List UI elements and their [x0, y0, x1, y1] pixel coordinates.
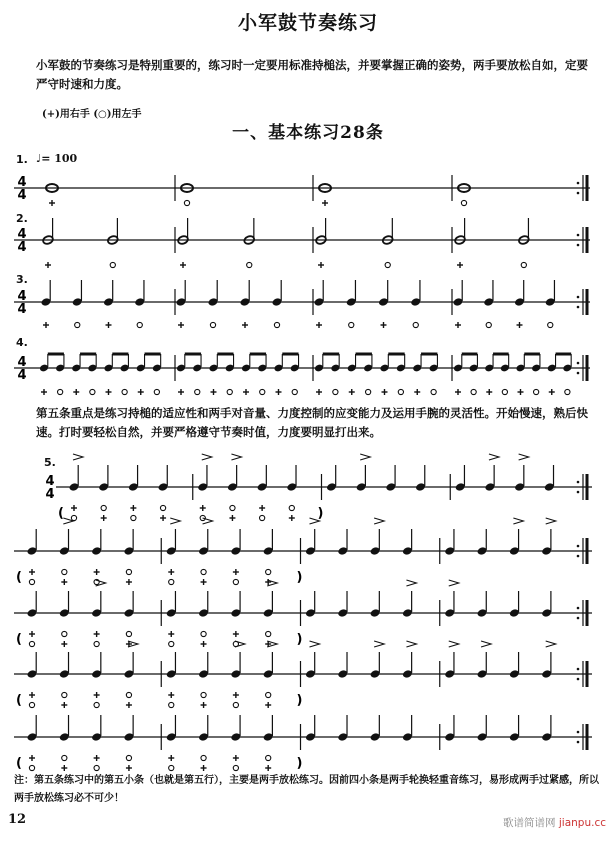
accent-mark [513, 518, 523, 524]
left-hand-mark [201, 692, 206, 697]
intro-paragraph: 小军鼓的节奏练习是特别重要的，练习时一定要用标准持槌法，并要掌握正确的姿势，两手要放松自如，定要严守时速和力度。 [36, 58, 588, 91]
left-hand-mark [62, 755, 67, 760]
exercise-number-1: 1. [16, 153, 28, 166]
left-hand-mark [398, 389, 403, 394]
left-hand-mark [169, 641, 174, 646]
left-hand-mark [233, 702, 238, 707]
repeat-dot [577, 372, 580, 375]
left-hand-mark [565, 389, 570, 394]
left-hand-mark [266, 692, 271, 697]
left-hand-mark [126, 631, 131, 636]
barlines [161, 175, 587, 750]
page-number: 12 [8, 812, 27, 827]
left-hand-mark [227, 389, 232, 394]
time-signature-top: 4 [17, 355, 27, 370]
left-hand-mark [385, 262, 390, 267]
repeat-dot [577, 731, 580, 734]
left-hand-mark [534, 389, 539, 394]
left-hand-mark [289, 505, 294, 510]
repeat-dot [577, 617, 580, 620]
left-hand-mark [122, 389, 127, 394]
time-signature-top: 4 [17, 289, 27, 304]
left-hand-mark [154, 389, 159, 394]
accent-mark [73, 454, 83, 460]
accent-mark [203, 518, 213, 524]
left-hand-mark [266, 755, 271, 760]
repeat-dot [577, 362, 580, 365]
exercise-number-3: 3. [16, 273, 28, 286]
bracket-open: ( [16, 632, 22, 647]
left-hand-mark [62, 569, 67, 574]
left-hand-mark [75, 322, 80, 327]
accent-mark [360, 454, 370, 460]
left-hand-mark [71, 515, 76, 520]
left-hand-mark [201, 569, 206, 574]
left-hand-mark [266, 631, 271, 636]
left-hand-mark [521, 262, 526, 267]
left-hand-mark [230, 505, 235, 510]
repeat-dot [577, 306, 580, 309]
exercise-number-2: 2. [16, 212, 28, 225]
accent-mark [374, 641, 384, 647]
accent-mark [449, 580, 459, 586]
repeat-dot [577, 481, 580, 484]
repeat-dot [577, 555, 580, 558]
exercise5-note-paragraph: 第五条重点是练习持槌的适应性和两手对音量、力度控制的应变能力及运用手腕的灵活性。开始慢速，熟后快速。打时要轻松自然，并要严格遵守节奏时值，力度要明显打出来。 [36, 406, 588, 439]
repeat-dot [577, 192, 580, 195]
repeat-dot [577, 296, 580, 299]
repeat-dot [577, 607, 580, 610]
watermark [503, 815, 606, 830]
accent-mark [231, 454, 241, 460]
left-hand-mark [260, 515, 265, 520]
accent-mark [546, 641, 556, 647]
left-hand-mark [94, 702, 99, 707]
section-title: 一、基本练习28条 [232, 123, 384, 143]
left-hand-mark [413, 322, 418, 327]
left-hand-mark [266, 569, 271, 574]
bracket-open: ( [16, 756, 22, 771]
repeat-dot [577, 545, 580, 548]
watermark-url: jianpu.cc [558, 817, 606, 829]
left-hand-mark [195, 389, 200, 394]
bracket-close: ) [296, 756, 303, 771]
time-signature-bottom: 4 [17, 368, 27, 383]
left-hand-mark [210, 322, 215, 327]
time-signature-top: 4 [17, 175, 27, 190]
notes [27, 184, 573, 742]
repeat-dot [577, 741, 580, 744]
left-hand-mark [486, 322, 491, 327]
accent-mark [481, 641, 491, 647]
bracket-close: ) [296, 632, 303, 647]
accent-mark [374, 518, 384, 524]
left-hand-mark [548, 322, 553, 327]
accent-mark [449, 641, 459, 647]
left-hand-mark [169, 579, 174, 584]
repeat-dot [577, 678, 580, 681]
accent-mark [235, 641, 245, 647]
accent-mark [406, 641, 416, 647]
accent-mark [519, 454, 529, 460]
left-hand-mark [366, 389, 371, 394]
left-hand-mark [126, 692, 131, 697]
left-hand-mark [94, 765, 99, 770]
accent-mark [489, 454, 499, 460]
left-hand-mark [160, 505, 165, 510]
accent-mark [202, 454, 212, 460]
tempo-mark: ♩= 100 [36, 152, 78, 165]
left-hand-mark [349, 322, 354, 327]
exercise-number-4: 4. [16, 336, 28, 349]
left-hand-mark [471, 389, 476, 394]
bracket-open: ( [16, 570, 22, 585]
bracket-close: ) [317, 506, 324, 521]
left-hand-mark [126, 569, 131, 574]
accent-mark [406, 580, 416, 586]
time-signatures [17, 175, 54, 502]
bracket-open: ( [58, 506, 64, 521]
bracket-open: ( [16, 693, 22, 708]
left-hand-mark [169, 702, 174, 707]
left-hand-mark [274, 322, 279, 327]
left-hand-mark [184, 200, 189, 205]
repeat-dot [577, 234, 580, 237]
time-signature-top: 4 [17, 227, 27, 242]
left-hand-mark [169, 765, 174, 770]
left-hand-mark [247, 262, 252, 267]
bracket-close: ) [296, 693, 303, 708]
left-hand-mark [29, 579, 34, 584]
repeat-dot [577, 668, 580, 671]
left-hand-mark [502, 389, 507, 394]
time-signature-bottom: 4 [17, 302, 27, 317]
left-hand-mark [101, 505, 106, 510]
left-hand-mark [90, 389, 95, 394]
footnote: 注：第五条练习中的第五小条（也就是第五行），主要是两手放松练习。因前四小条是两手轮换轻重音练习，易形成两手过紧感，所以两手放松练习必不可少！ [14, 775, 599, 804]
accent-mark [310, 641, 320, 647]
left-hand-mark [461, 200, 466, 205]
left-hand-mark [292, 389, 297, 394]
left-hand-mark [233, 765, 238, 770]
bracket-close: ) [296, 570, 303, 585]
left-hand-mark [62, 692, 67, 697]
page-title: 小军鼓节奏练习 [237, 12, 378, 34]
hand-legend: (+)用右手 (○)用左手 [42, 109, 142, 120]
watermark-site: 歌谱简谱网 [503, 817, 556, 829]
left-hand-mark [233, 579, 238, 584]
time-signature-bottom: 4 [45, 487, 55, 502]
left-hand-mark [201, 755, 206, 760]
repeat-dot [577, 244, 580, 247]
left-hand-mark [94, 641, 99, 646]
left-hand-mark [201, 631, 206, 636]
left-hand-mark [131, 515, 136, 520]
repeat-dot [577, 182, 580, 185]
time-signature-top: 4 [45, 474, 55, 489]
accent-mark [546, 518, 556, 524]
accent-mark [170, 518, 180, 524]
left-hand-mark [333, 389, 338, 394]
left-hand-mark [137, 322, 142, 327]
left-hand-mark [58, 389, 63, 394]
left-hand-mark [126, 755, 131, 760]
accent-mark [96, 580, 106, 586]
left-hand-mark [29, 765, 34, 770]
left-hand-mark [29, 702, 34, 707]
left-hand-mark [260, 389, 265, 394]
left-hand-mark [110, 262, 115, 267]
left-hand-mark [62, 631, 67, 636]
exercise-number-5: 5. [44, 456, 56, 469]
left-hand-mark [29, 641, 34, 646]
time-signature-bottom: 4 [17, 240, 27, 255]
left-hand-mark [431, 389, 436, 394]
time-signature-bottom: 4 [17, 188, 27, 203]
repeat-dot [577, 491, 580, 494]
